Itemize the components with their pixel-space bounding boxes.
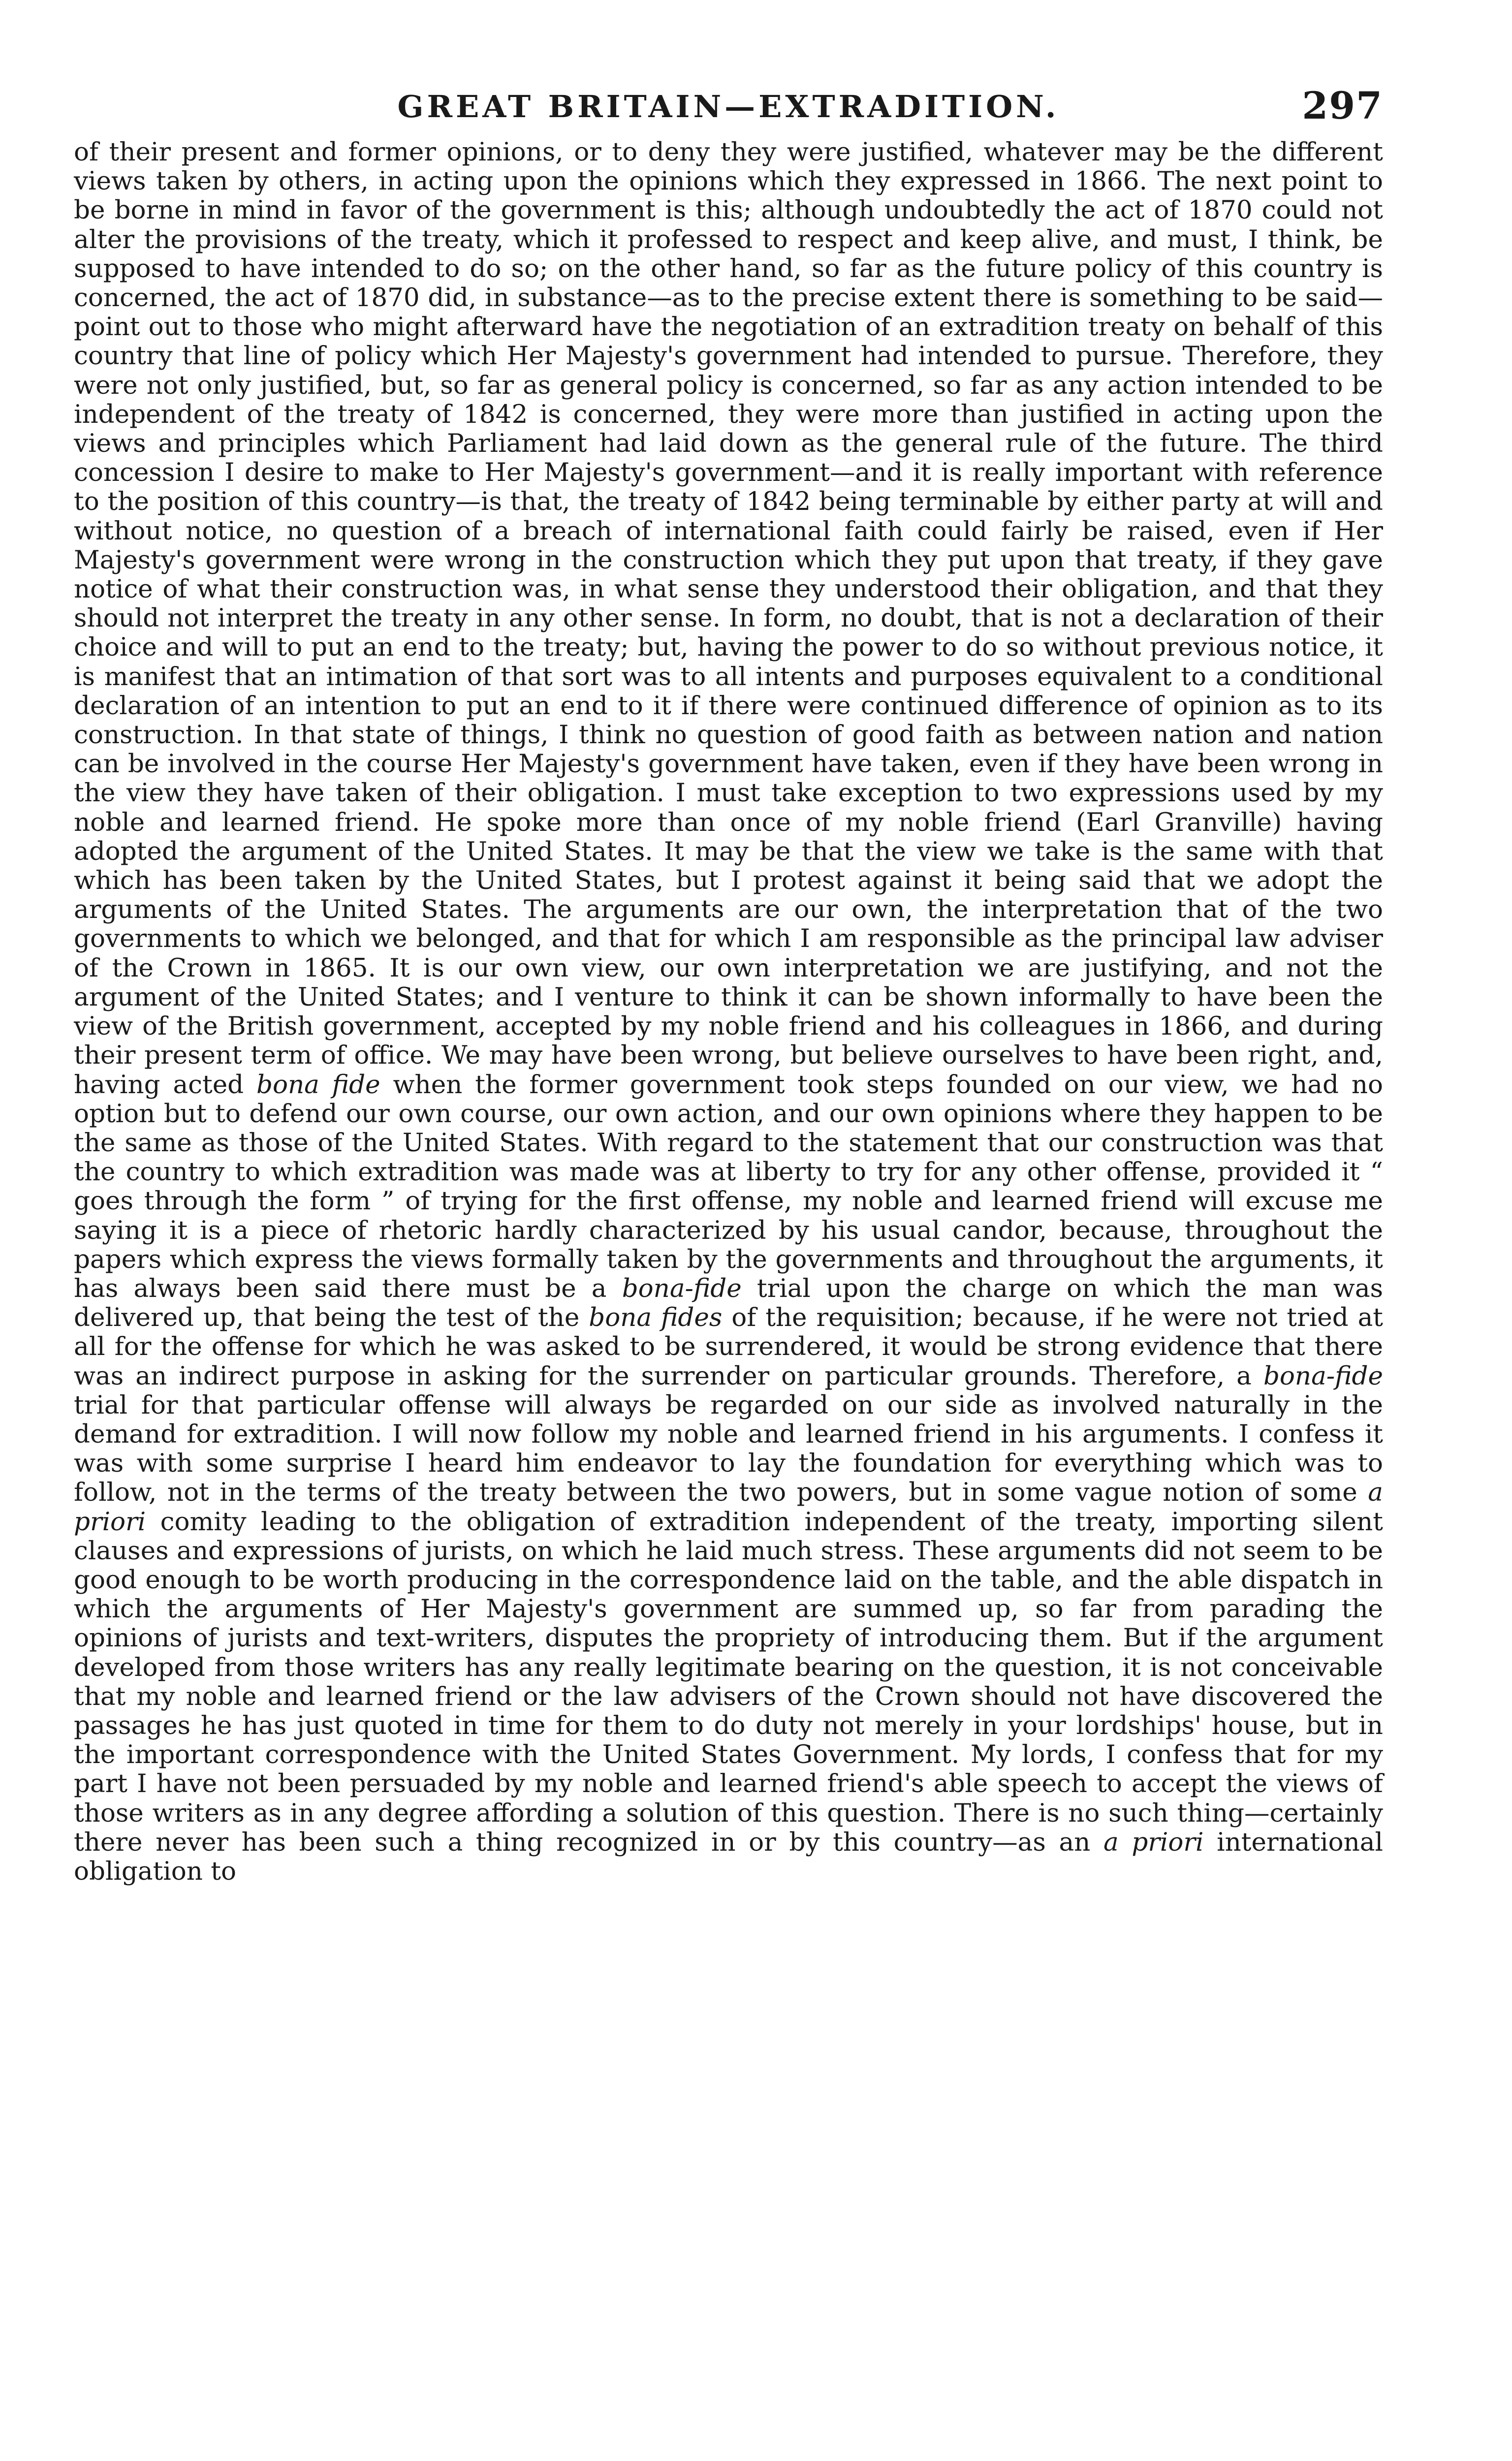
text-segment: of their present and former opinions, or to deny they were justified, whatever may be the different views taken by others, in acting upon the opinions which they expressed in 1866. The next point to be borne in mind in favor of the government is this; although undoubtedly the act of 1870 could not alter the provisions of the treaty, which it professed to respect and keep alive, and must, I think, be supposed to have intended to do so; on the other hand, so far as the future policy of this country is concerned, the act of 1870 did, in substance—as to the precise extent there is something to be said—point out to those who might afterward have the negotiation of an extradition treaty on behalf of this country that line of policy which Her Majesty's government had intended to pursue. Therefore, they were not only justified, but, so far as general policy is concerned, so far as any action intended to be independent of the treaty of 1842 is concerned, they were more than justified in acting upon the views and principles which Parliament had laid down as the general rule of the future. The third concession I desire to make to Her Majesty's government—and it is really important with reference to the position of this country—is that, the treaty of 1842 being terminable by either party at will and without notice, no question of a breach of international faith could fairly be raised, even if Her Majesty's government were wrong in the construction which they put upon that treaty, if they gave notice of what their construction was, in what sense they understood their obligation, and that they should not interpret the treaty in any other sense. In form, no doubt, that is not a declaration of their choice and will to put an end to the treaty; but, having the power to do so without previous notice, it is manifest that an intimation of that sort was to all intents and purposes equivalent to a conditional declaration of an intention to put an end to it if there were continued difference of opinion as to its construction. In that state of things, I think no question of good faith as between nation and nation can be involved in the course Her Majesty's government have taken, even if they have been wrong in the view they have taken of their obligation. I must take exception to two expressions used by my noble and learned friend. He spoke more than once of my noble friend (Earl Granville) having adopted the argument of the United States. It may be that the view we take is the same with that which has been taken by the United States, but I protest against it being said that we adopt the arguments of the United States. The arguments are our own, the interpretation that of the two governments to which we belonged, and that for which I am responsible as the principal law adviser of the Crown in 1865. It is our own view, our own interpretation we are justifying, and not the argument of the United States; and I venture to think it can be shown informally to have been the view of the British government, accepted by my noble friend and his colleagues in 1866, and during their present term of office. We may have been wrong, but believe ourselves to have been right, and, having acted [74,137,1383,1100]
italic-phrase: bona fide [256,1070,380,1100]
text-segment: international obligation to [74,1827,1383,1886]
text-segment: trial upon the charge on which the man was delivered up, that being the test of the [74,1273,1384,1333]
page-number: 297 [1302,84,1383,127]
running-header [74,74,1383,138]
italic-phrase: a priori [1103,1827,1204,1857]
running-title: GREAT BRITAIN—EXTRADITION. [397,89,1060,125]
text-segment: trial for that particular offense will always be regarded on our side as involved naturally in the demand for extradition. I will now follow my noble and learned friend in his arguments. I confess it was with some surprise I heard him endeavor to lay the foundation for everything which was to follow, not in the terms of the treaty between the two powers, but in some vague notion of some [74,1390,1383,1508]
body-paragraph [74,138,1383,1886]
italic-phrase: bona-fide [622,1273,742,1303]
italic-phrase: bona fides [589,1303,723,1333]
italic-phrase: a priori [74,1478,1383,1537]
document-page [74,74,1383,2446]
italic-phrase: bona-fide [1263,1361,1383,1391]
text-segment: comity leading to the obligation of extradition independent of the treaty, importing silent clauses and expressions of jurists, on which he laid much stress. These arguments did not seem to be good enough to be worth producing in the correspondence laid on the table, and the able dispatch in which the arguments of Her Majesty's government are summed up, so far from parading the opinions of jurists and text-writers, disputes the propriety of introducing them. But if the argument developed from those writers has any really legitimate bearing on the question, it is not conceivable that my noble and learned friend or the law advisers of the Crown should not have discovered the passages he has just quoted in time for them to do duty not merely in your lordships' house, but in the important correspondence with the United States Government. My lords, I confess that for my part I have not been persuaded by my noble and learned friend's able speech to accept the views of those writers as in any degree affording a solution of this question. There is no such thing—certainly there never has been such a thing recognized in or by this country—as an [74,1507,1383,1857]
text-segment: of the requisition; because, if he were not tried at all for the offense for which he was asked to be surrendered, it would be strong evidence that there was an indirect purpose in asking for the surrender on particular grounds. Therefore, a [74,1303,1383,1391]
text-segment: when the former government took steps founded on our view, we had no option but to defend our own course, our own action, and our own opinions where they happen to be the same as those of the United States. With regard to the statement that our construction was that the country to which extradition was made was at liberty to try for any other offense, provided it “ goes through the form ” of trying for the first offense, my noble and learned friend will excuse me saying it is a piece of rhetoric hardly characterized by his usual candor, because, throughout the papers which express the views formally taken by the governments and throughout the arguments, it has always been said there must be a [74,1070,1384,1303]
